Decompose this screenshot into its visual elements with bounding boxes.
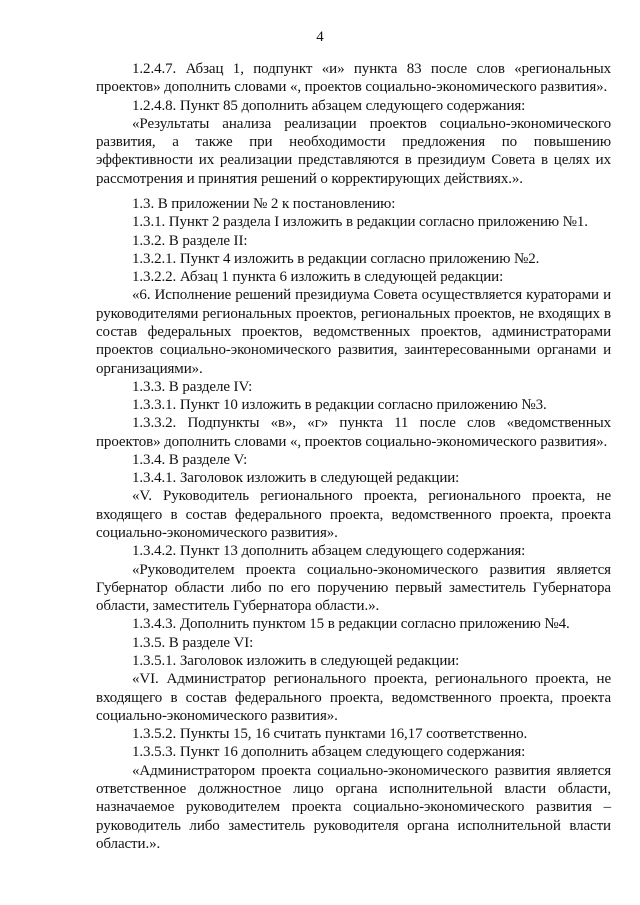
paragraph: «Результаты анализа реализации проектов социально-экономического развития, а также при необходимости предложения по повышению эффективности их реализации представляются в президиум Совета в целях их рассмотрения и принятия решений о корректирующих действиях.». bbox=[96, 115, 611, 187]
paragraph: 1.3.2. В разделе II: bbox=[132, 232, 248, 249]
paragraph: 1.3.3.1. Пункт 10 изложить в редакции согласно приложению №3. bbox=[132, 397, 547, 414]
paragraph: 1.3.4.3. Дополнить пунктом 15 в редакции согласно приложению №4. bbox=[132, 616, 570, 633]
paragraph: 1.3.2.1. Пункт 4 изложить в редакции согласно приложению №2. bbox=[132, 250, 540, 267]
paragraph: «6. Исполнение решений президиума Совета осуществляется кураторами и руководителями региональных проектов, региональных проектов, не входящих в состав федеральных проектов, ведомственных проектов, администраторами проектов социально-экономического развития, заинтересованными органами и организациями». bbox=[96, 287, 611, 377]
paragraph: 1.3. В приложении № 2 к постановлению: bbox=[132, 195, 396, 212]
paragraph: 1.3.4.1. Заголовок изложить в следующей редакции: bbox=[132, 470, 460, 487]
paragraph: «Администратором проекта социально-экономического развития является ответственное должностное лицо органа исполнительной власти области, назначаемое руководителем проекта социально-экономического развития – руководитель либо заместитель руководителя органа исполнительной власти области.». bbox=[96, 762, 611, 852]
paragraph: 1.3.3.2. Подпункты «в», «г» пункта 11 после слов «ведомственных проектов» дополнить словами «, проектов социально-экономического развития». bbox=[96, 415, 611, 450]
paragraph: 1.2.4.7. Абзац 1, подпункт «и» пункта 83 после слов «региональных проектов» дополнить словами «, проектов социально-экономического развития». bbox=[96, 61, 611, 96]
document-body bbox=[96, 60, 611, 853]
paragraph: 1.3.5. В разделе VI: bbox=[132, 634, 254, 651]
paragraph: «V. Руководитель регионального проекта, регионального проекта, не входящего в состав федерального проекта, ведомственного проекта, проекта социально-экономического развития». bbox=[96, 488, 611, 542]
paragraph: 1.3.2.2. Абзац 1 пункта 6 изложить в следующей редакции: bbox=[132, 269, 504, 286]
paragraph: 1.3.5.3. Пункт 16 дополнить абзацем следующего содержания: bbox=[132, 744, 526, 761]
paragraph: 1.3.5.2. Пункты 15, 16 считать пунктами 16,17 соответственно. bbox=[132, 726, 528, 743]
paragraph: «Руководителем проекта социально-экономического развития является Губернатор области либо по его поручению первый заместитель Губернатора области, заместитель Губернатора области.». bbox=[96, 561, 611, 615]
paragraph: 1.3.1. Пункт 2 раздела I изложить в редакции согласно приложению №1. bbox=[132, 214, 588, 231]
paragraph: 1.3.4. В разделе V: bbox=[132, 451, 248, 468]
page-number: 4 bbox=[316, 29, 324, 45]
paragraph: 1.3.5.1. Заголовок изложить в следующей редакции: bbox=[132, 653, 460, 669]
paragraph: 1.3.4.2. Пункт 13 дополнить абзацем следующего содержания: bbox=[132, 543, 526, 560]
paragraph: «VI. Администратор регионального проекта, регионального проекта, не входящего в состав федерального проекта, ведомственного проекта, проекта социально-экономического развития». bbox=[96, 671, 611, 724]
paragraph: 1.2.4.8. Пункт 85 дополнить абзацем следующего содержания: bbox=[132, 97, 526, 114]
paragraph: 1.3.3. В разделе IV: bbox=[132, 378, 253, 395]
